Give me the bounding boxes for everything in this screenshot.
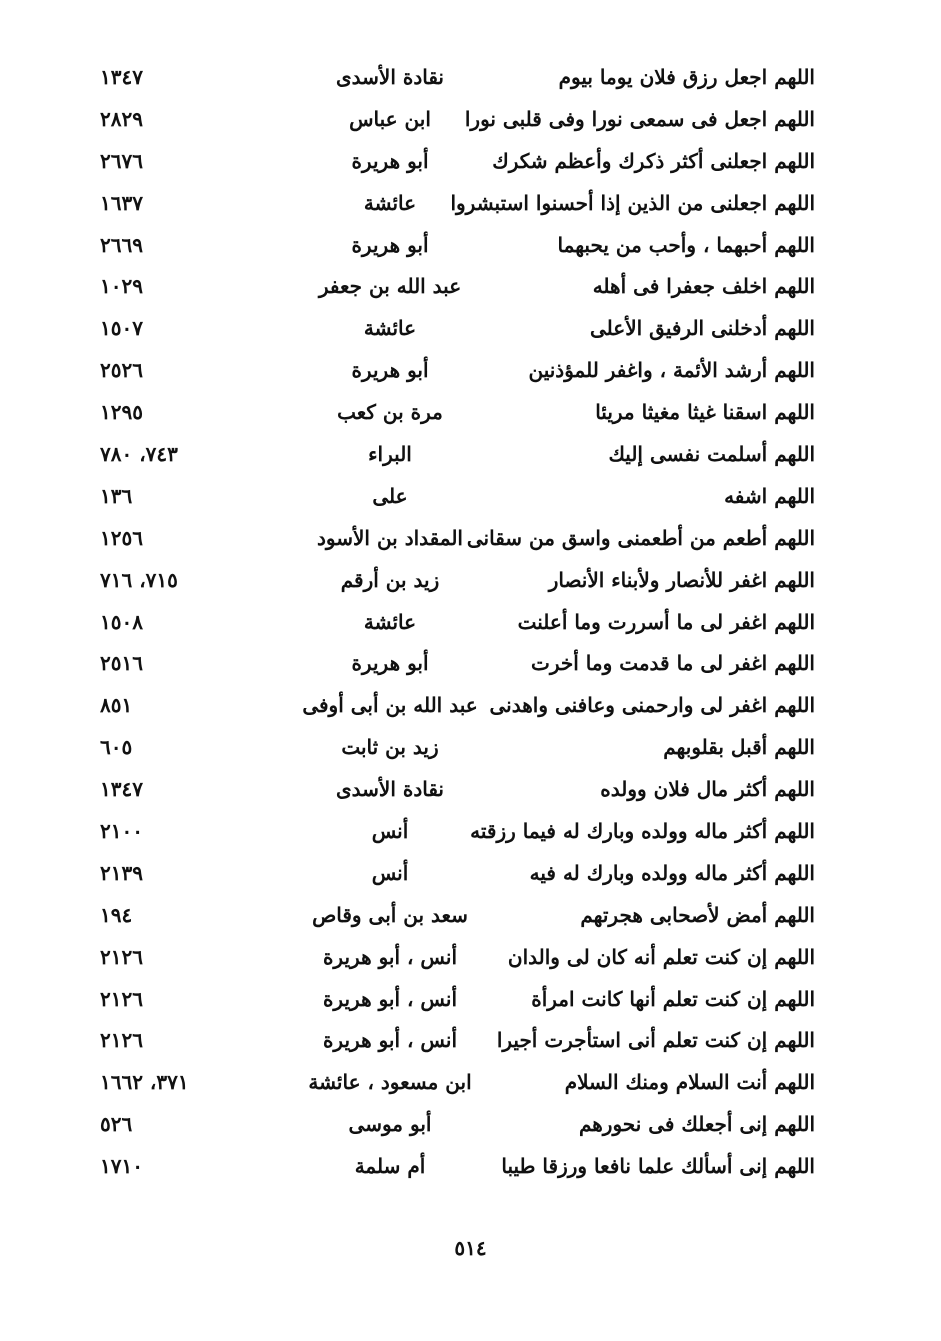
- hadith-text: اللهم أدخلنى الرفيق الأعلى: [590, 316, 815, 341]
- hadith-number: ١٣٤٧: [100, 777, 143, 802]
- narrator-name: أبو هريرة: [351, 651, 429, 676]
- page-number: ٥١٤: [454, 1236, 487, 1260]
- hadith-text: اللهم إن كنت تعلم أنها كانت امرأة: [531, 986, 815, 1011]
- table-row: [90, 517, 830, 559]
- hadith-text: اللهم أكثر ماله وولده وبارك له فيما رزقته: [470, 819, 815, 844]
- table-row: [90, 433, 830, 475]
- hadith-number: ١٢٥٦: [100, 525, 143, 550]
- hadith-number: ١٠٢٩: [100, 274, 143, 299]
- narrator-name: أنس: [371, 860, 409, 885]
- hadith-number: ٨٥١: [100, 693, 133, 718]
- hadith-number: ١٧١٠: [100, 1154, 143, 1179]
- hadith-number: ٢١٢٦: [100, 944, 143, 969]
- hadith-number: ٢٦٧٦: [100, 148, 143, 173]
- hadith-text: اللهم أرشد الأئمة ، واغفر للمؤذنين: [528, 358, 815, 383]
- hadith-number: ٢٨٢٩: [100, 106, 143, 131]
- table-row: [90, 559, 830, 601]
- hadith-text: اللهم اغفر للأنصار ولأبناء الأنصار: [548, 567, 815, 592]
- hadith-text: اللهم إن كنت تعلم أنى استأجرت أجيرا: [496, 1028, 815, 1053]
- narrator-name: أبو هريرة: [351, 358, 429, 383]
- narrator-name: أنس ، أبو هريرة: [322, 986, 458, 1011]
- hadith-number: ٦٠٥: [100, 735, 133, 760]
- hadith-text: اللهم اشفه: [724, 483, 815, 508]
- table-row: [90, 852, 830, 894]
- narrator-name: ابن عباس: [349, 106, 431, 131]
- narrator-name: نقادة الأسدى: [336, 777, 444, 802]
- table-row: [90, 307, 830, 349]
- narrator-name: زيد بن ثابت: [341, 735, 439, 760]
- hadith-text: اللهم اخلف جعفرا فى أهله: [592, 274, 815, 299]
- hadith-number: ٢١٠٠: [100, 819, 143, 844]
- narrator-name: أبو هريرة: [351, 148, 429, 173]
- narrator-name: أنس ، أبو هريرة: [322, 944, 458, 969]
- narrator-name: زيد بن أرقم: [340, 567, 440, 592]
- narrator-name: عبد الله بن جعفر: [318, 274, 462, 299]
- table-row: [90, 265, 830, 307]
- table-row: [90, 1103, 830, 1145]
- narrator-name: ابن مسعود ، عائشة: [308, 1070, 472, 1095]
- narrator-name: عائشة: [363, 609, 417, 634]
- hadith-text: اللهم أكثر ماله وولده وبارك له فيه: [529, 860, 815, 885]
- hadith-number: ٢٥٢٦: [100, 358, 143, 383]
- hadith-text: اللهم اجعلنى من الذين إذا أحسنوا استبشروا: [450, 190, 815, 215]
- table-row: [90, 978, 830, 1020]
- hadith-text: اللهم اجعل فى سمعى نورا وفى قلبى نورا: [464, 106, 815, 131]
- hadith-number: ١٦٣٧: [100, 190, 143, 215]
- narrator-name: سعد بن أبى وقاص: [312, 902, 468, 927]
- table-row: [90, 182, 830, 224]
- narrator-name: أنس ، أبو هريرة: [322, 1028, 458, 1053]
- hadith-text: اللهم أكثر مال فلان وولده: [600, 777, 815, 802]
- narrator-name: عائشة: [363, 316, 417, 341]
- narrator-name: مرة بن كعب: [337, 400, 443, 425]
- table-row: [90, 1019, 830, 1061]
- hadith-number: ٢٦٦٩: [100, 232, 143, 257]
- narrator-name: أنس: [371, 819, 409, 844]
- narrator-name: نقادة الأسدى: [336, 65, 444, 89]
- hadith-number: ١٥٠٨: [100, 609, 143, 634]
- hadith-number: ٧٤٣، ٧٨٠: [100, 442, 178, 467]
- table-row: [90, 349, 830, 391]
- hadith-text: اللهم اسقنا غيثا مغيثا مريئا: [595, 400, 815, 425]
- table-row: [90, 391, 830, 433]
- table-row: [90, 140, 830, 182]
- hadith-number: ٢١٢٦: [100, 986, 143, 1011]
- hadith-number: ١٢٩٥: [100, 400, 143, 425]
- hadith-text: اللهم إنى أجعلك فى نحورهم: [578, 1112, 815, 1137]
- table-row: [90, 726, 830, 768]
- hadith-text: اللهم إنى أسألك علما نافعا ورزقا طيبا: [501, 1154, 815, 1179]
- table-row: [90, 642, 830, 684]
- table-row: [90, 98, 830, 140]
- hadith-number: ٧١٥، ٧١٦: [100, 567, 178, 592]
- hadith-number: ١٣٤٧: [100, 65, 143, 89]
- hadith-text: اللهم اجعل رزق فلان يوما بيوم: [558, 65, 815, 89]
- narrator-name: عبد الله بن أبى أوفى: [302, 693, 478, 718]
- hadith-number: ٣٧١، ١٦٦٢: [100, 1070, 189, 1095]
- narrator-name: المقداد بن الأسود: [317, 525, 463, 550]
- table-row: [90, 810, 830, 852]
- hadith-text: اللهم أقبل بقلوبهم: [663, 735, 815, 760]
- table-row: [90, 684, 830, 726]
- table-row: [90, 56, 830, 98]
- narrator-name: البراء: [368, 442, 412, 467]
- table-row: [90, 224, 830, 266]
- hadith-text: اللهم اغفر لى وارحمنى وعافنى واهدنى: [489, 693, 815, 718]
- hadith-number: ٢١٣٩: [100, 860, 143, 885]
- narrator-name: على: [372, 483, 408, 508]
- table-row: [90, 601, 830, 643]
- hadith-text: اللهم أحبهما ، وأحب من يحبهما: [557, 232, 815, 257]
- hadith-text: اللهم اغفر لى ما أسررت وما أعلنت: [517, 609, 815, 634]
- narrator-name: عائشة: [363, 190, 417, 215]
- hadith-index-table: [90, 56, 830, 1187]
- hadith-text: اللهم أسلمت نفسى إليك: [608, 442, 815, 467]
- hadith-number: ٥٢٦: [100, 1112, 133, 1137]
- hadith-text: اللهم أطعم من أطعمنى واسق من سقانى: [466, 525, 815, 550]
- narrator-name: أبو موسى: [348, 1112, 432, 1137]
- hadith-text: اللهم أنت السلام ومنك السلام: [564, 1070, 815, 1095]
- table-row: [90, 768, 830, 810]
- hadith-text: اللهم اغفر لى ما قدمت وما أخرت: [531, 651, 815, 676]
- table-row: [90, 475, 830, 517]
- narrator-name: أم سلمة: [354, 1154, 426, 1179]
- hadith-number: ١٩٤: [100, 902, 133, 927]
- hadith-text: اللهم اجعلنى أكثر ذكرك وأعظم شكرك: [492, 148, 815, 173]
- table-row: [90, 1145, 830, 1187]
- hadith-number: ١٣٦: [100, 483, 133, 508]
- hadith-number: ١٥٠٧: [100, 316, 143, 341]
- hadith-text: اللهم أمض لأصحابى هجرتهم: [580, 902, 815, 927]
- hadith-number: ٢١٢٦: [100, 1028, 143, 1053]
- table-row: [90, 1061, 830, 1103]
- hadith-number: ٢٥١٦: [100, 651, 143, 676]
- hadith-text: اللهم إن كنت تعلم أنه كان لى والدان: [507, 944, 815, 969]
- table-row: [90, 894, 830, 936]
- narrator-name: أبو هريرة: [351, 232, 429, 257]
- table-row: [90, 936, 830, 978]
